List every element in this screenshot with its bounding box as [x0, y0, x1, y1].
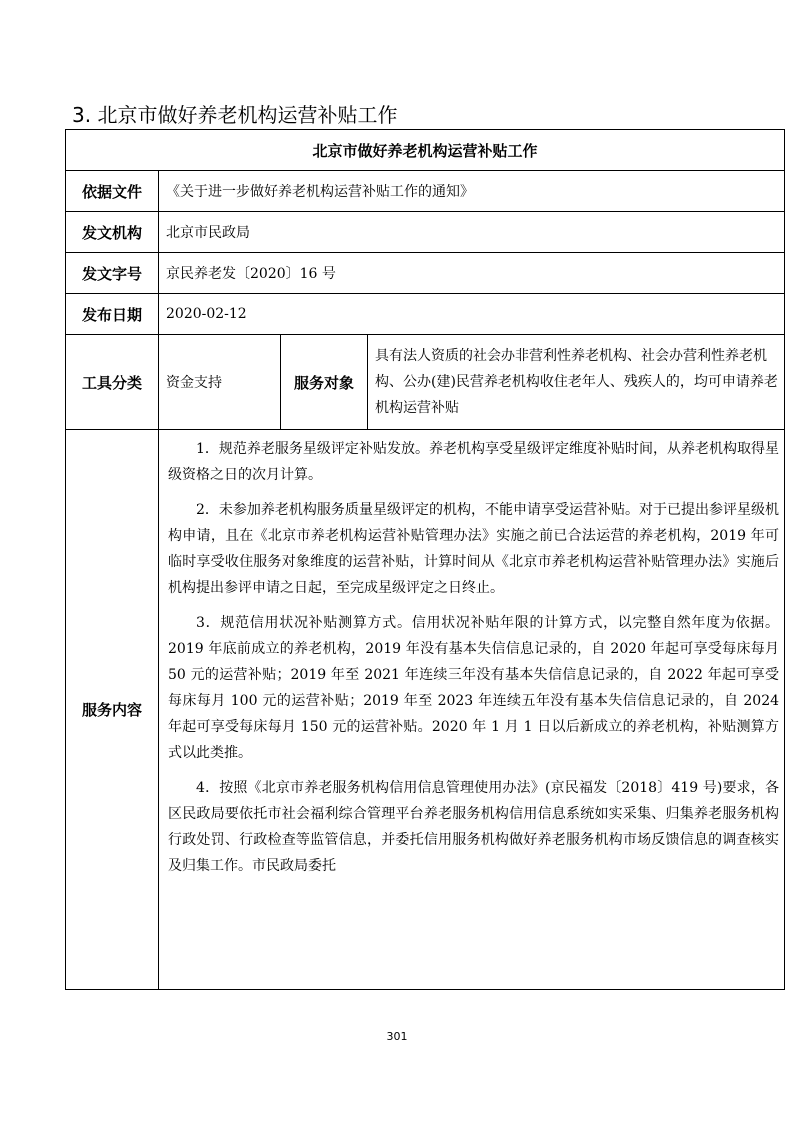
basis-row — [66, 171, 785, 212]
content-row — [66, 430, 785, 990]
section-heading: 3. 北京市做好养老机构运营补贴工作 — [72, 103, 398, 127]
policy-table — [65, 129, 785, 990]
content-paragraph-3: 3．规范信用状况补贴测算方式。信用状况补贴年限的计算方式，以完整自然年度为依据。2019 年底前成立的养老机构，2019 年没有基本失信信息记录的，自 2020 年起可享受每床每月 50 元的运营补贴；2019 年至 2021 年连续三年没有基本失信信息记录的，自 2022 年起可享受每床每月 100 元的运营补贴；2019 年至 2023 年连续五年没有基本失信信息记录的，自 2024 年起可享受每床每月 150 元的运营补贴。2020 年 1 月 1 日以后新成立的养老机构，补贴测算方式以此类推。 — [168, 615, 780, 761]
page-number: 301 — [386, 1030, 408, 1043]
content-paragraph-1: 1．规范养老服务星级评定补贴发放。养老机构享受星级评定维度补贴时间，从养老机构取得星级资格之日的次月计算。 — [168, 441, 780, 483]
date-value: 2020-02-12 — [159, 294, 785, 335]
date-label: 发布日期 — [66, 294, 159, 335]
doc-number-value: 京民养老发〔2020〕16 号 — [159, 253, 785, 294]
content-label: 服务内容 — [66, 430, 159, 990]
tool-value: 资金支持 — [159, 335, 281, 430]
doc-number-label: 发文字号 — [66, 253, 159, 294]
date-row — [66, 294, 785, 335]
table-title-row — [66, 130, 785, 171]
issuer-value: 北京市民政局 — [159, 212, 785, 253]
content-paragraph-4: 4．按照《北京市养老服务机构信用信息管理使用办法》(京民福发〔2018〕419 号)要求，各区民政局要依托市社会福利综合管理平台养老服务机构信用信息系统如实采集、归集养老服务机构行政处罚、行政检查等监管信息，并委托信用服务机构做好养老服务机构市场反馈信息的调查核实及归集工作。市民政局委托 — [168, 780, 780, 874]
tool-label: 工具分类 — [66, 335, 159, 430]
content-paragraph-2: 2．未参加养老机构服务质量星级评定的机构，不能申请享受运营补贴。对于已提出参评星级机构申请，且在《北京市养老机构运营补贴管理办法》实施之前已合法运营的养老机构，2019 年可临时享受收住服务对象维度的运营补贴，计算时间从《北京市养老机构运营补贴管理办法》实施后机构提出参评申请之日起，至完成星级评定之日终止。 — [168, 502, 780, 596]
target-value: 具有法人资质的社会办非营利性养老机构、社会办营利性养老机构、公办(建)民营养老机构收住老年人、残疾人的，均可申请养老机构运营补贴 — [368, 335, 785, 430]
basis-value: 《关于进一步做好养老机构运营补贴工作的通知》 — [159, 171, 785, 212]
basis-label: 依据文件 — [66, 171, 159, 212]
issuer-row — [66, 212, 785, 253]
target-label: 服务对象 — [281, 335, 368, 430]
doc-number-row — [66, 253, 785, 294]
content-body — [159, 430, 785, 990]
issuer-label: 发文机构 — [66, 212, 159, 253]
tool-target-row — [66, 335, 785, 430]
table-title: 北京市做好养老机构运营补贴工作 — [66, 130, 785, 171]
